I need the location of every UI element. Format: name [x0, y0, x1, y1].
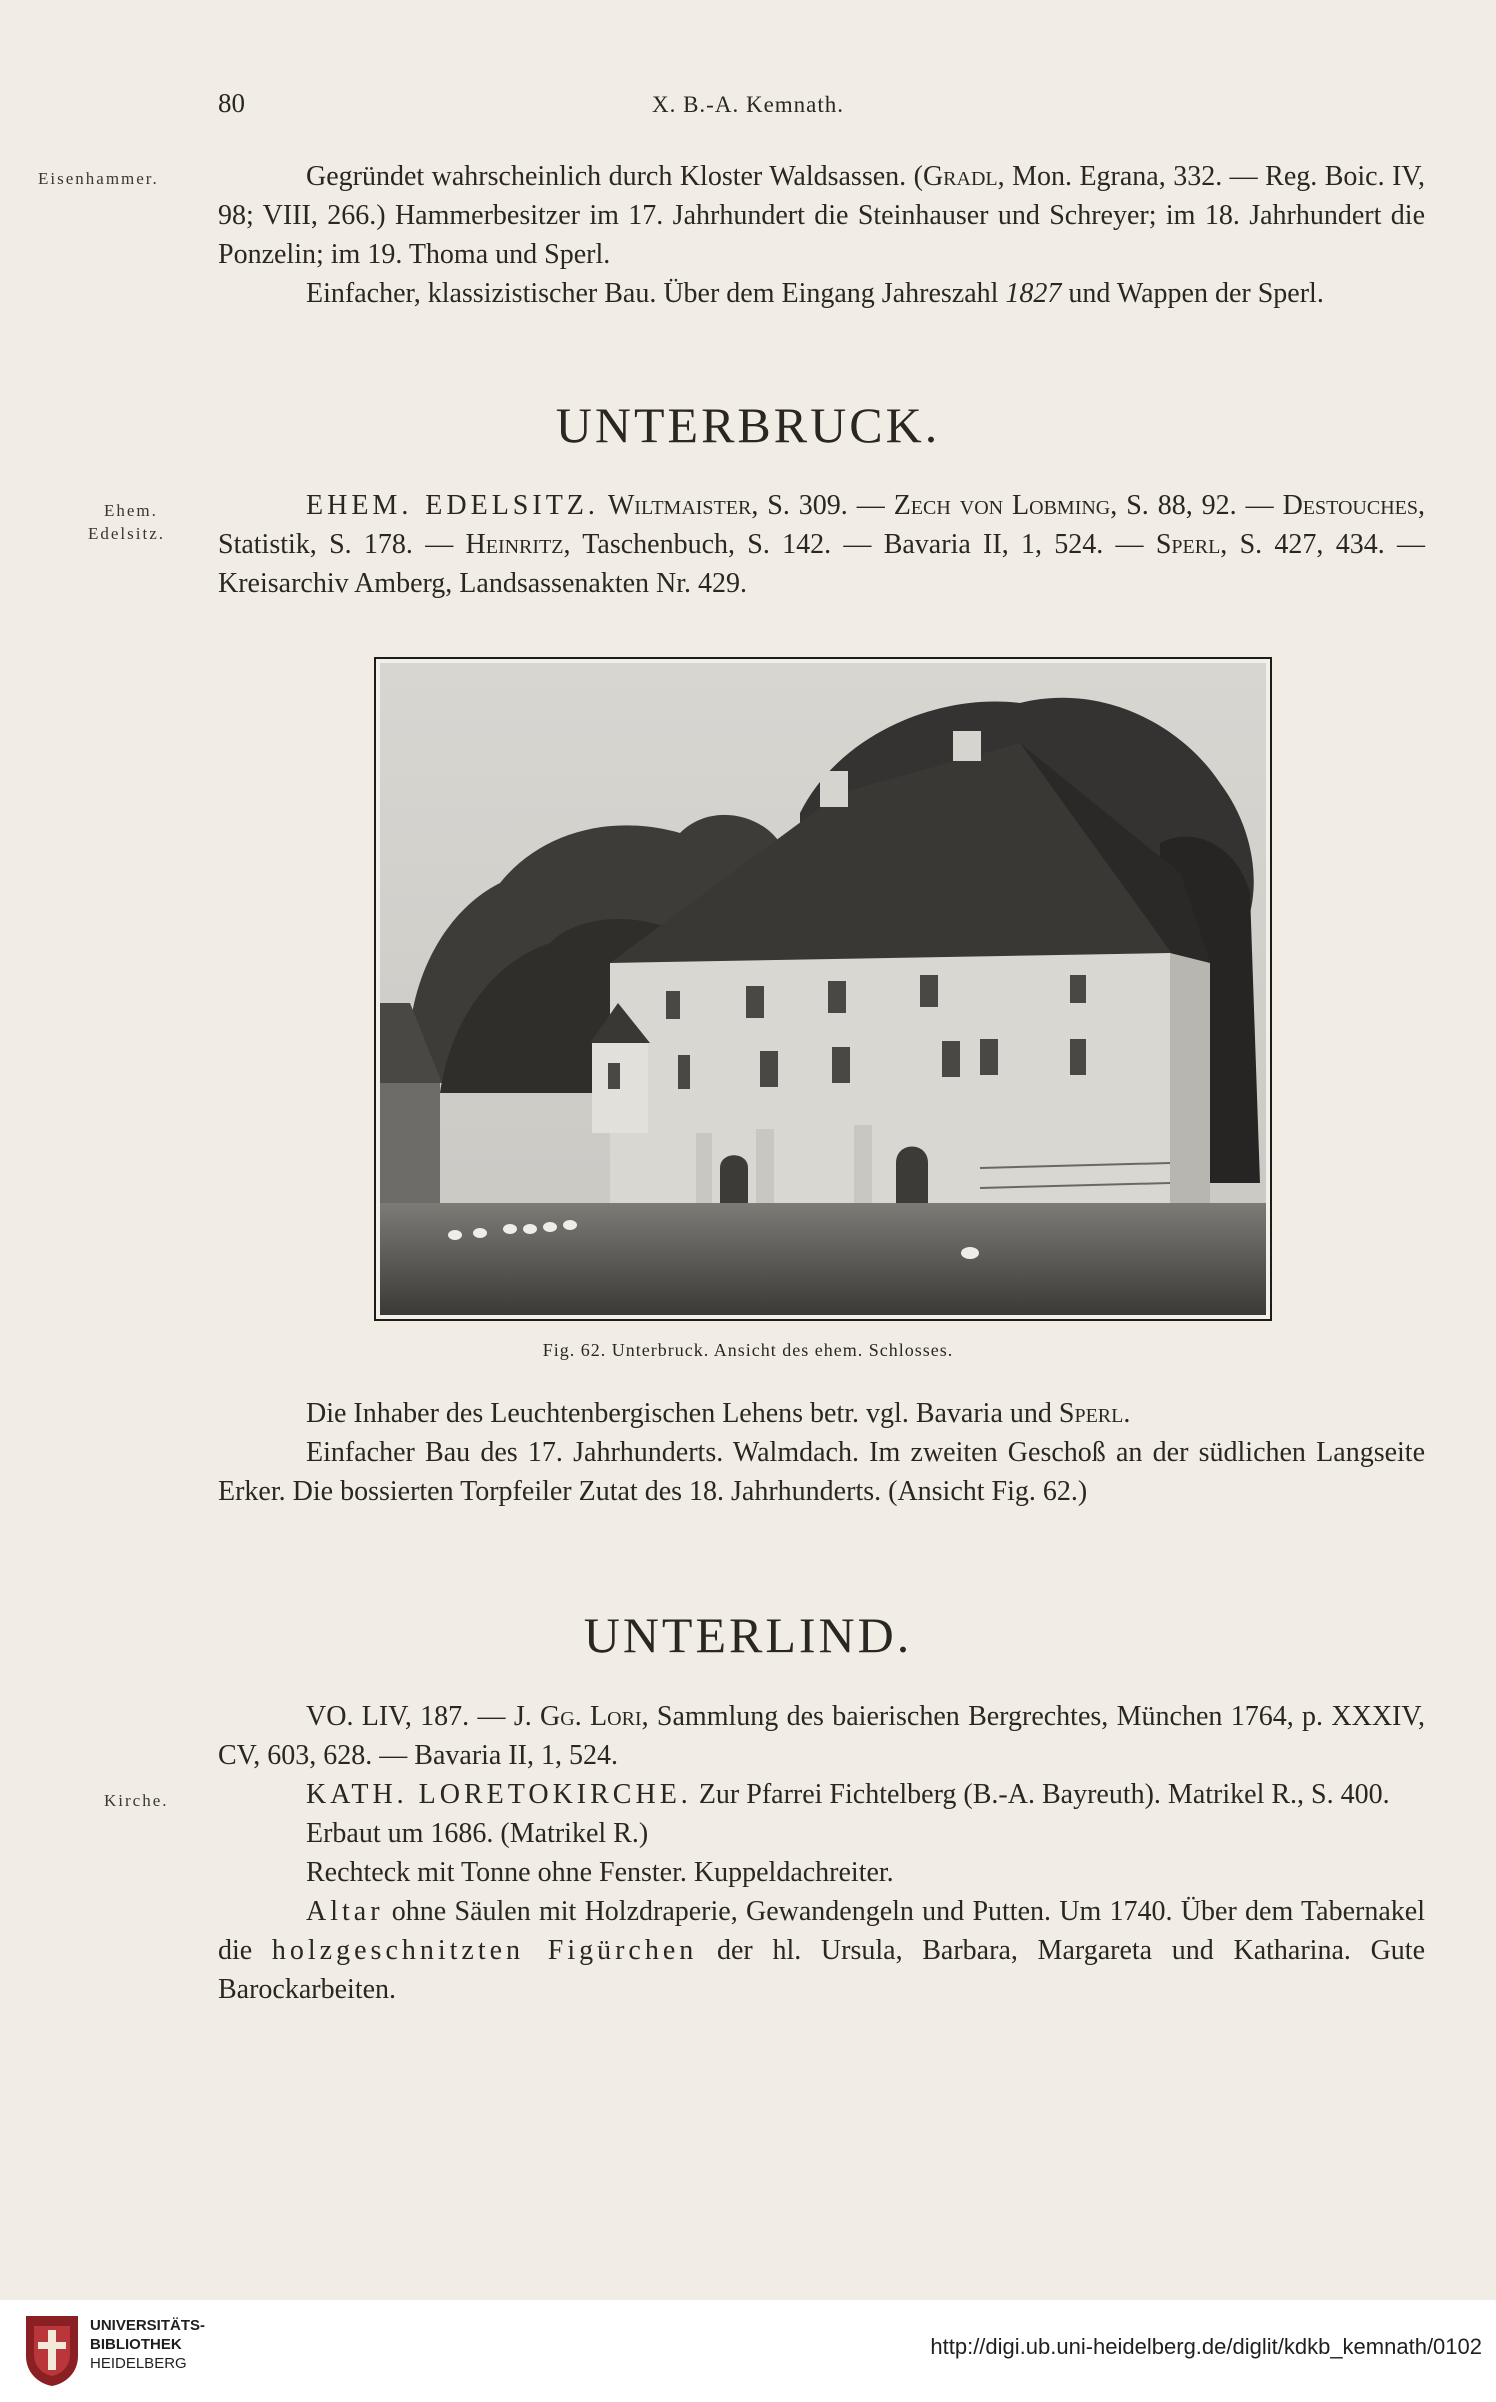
margin-note-eisenhammer: Eisenhammer. — [38, 169, 159, 188]
page-number: 80 — [218, 88, 245, 118]
library-name: UNIVERSITÄTS- BIBLIOTHEK HEIDELBERG — [90, 2317, 206, 2372]
unterlind-altar: Altar ohne Säulen mit Holzdraperie, Gewandengeln und Putten. Um 1740. Über dem Tabernakel die holzgeschnitzten Figürchen der hl. Ursula, Barbara, Margareta und Katharina. Gute Barockarbeiten. — [218, 1896, 1425, 2005]
heading-unterlind: UNTERLIND. — [583, 1607, 913, 1663]
unterlind-text — [218, 1697, 1425, 2009]
margin-note-kirche: Kirche. — [104, 1791, 169, 1810]
unterbruck-lead: EHEM. EDELSITZ. — [306, 490, 599, 521]
running-title: X. B.-A. Kemnath. — [651, 92, 845, 117]
unterbruck-castle-photo — [380, 663, 1266, 1315]
unterbruck-description — [218, 1394, 1425, 1511]
eisenhammer-text — [218, 157, 1425, 313]
unterlind-references: VO. LIV, 187. — J. Gg. Lori, Sammlung des baierischen Bergrechtes, München 1764, p. XXXIV, CV, 603, 628. — Bavaria II, 1, 524. — [218, 1701, 1425, 1771]
margin-note-edelsitz: Edelsitz. — [88, 524, 166, 543]
heading-unterbruck: UNTERBRUCK. — [555, 397, 941, 453]
eisenhammer-paragraph-2: Einfacher, klassizistischer Bau. Über dem Eingang Jahreszahl 1827 und Wappen der Sperl. — [306, 278, 1324, 309]
source-url[interactable]: http://digi.ub.uni-heidelberg.de/diglit/kdkb_kemnath/0102 — [930, 2334, 1482, 2359]
margin-note-ehem: Ehem. — [104, 501, 158, 520]
figure-photo-frame — [374, 657, 1272, 1321]
figure-caption: Fig. 62. Unterbruck. Ansicht des ehem. Schlosses. — [542, 1340, 954, 1360]
eisenhammer-paragraph-1: Gegründet wahrscheinlich durch Kloster Waldsassen. (Gradl, Mon. Egrana, 332. — Reg. Boic. IV, 98; VIII, 266.) Hammerbesitzer im 17. Jahrhundert die Steinhauser und Schreyer; im 18. Jahrhundert die Ponzelin; im 19. Thoma und Sperl. — [218, 161, 1425, 270]
unterlind-kirche: KATH. LORETOKIRCHE. Zur Pfarrei Fichtelberg (B.-A. Bayreuth). Matrikel R., S. 400. — [306, 1779, 1390, 1810]
unterbruck-paragraph-1: Die Inhaber des Leuchtenbergischen Lehens betr. vgl. Bavaria und Sperl. — [306, 1398, 1131, 1429]
university-seal-icon — [22, 2312, 82, 2388]
unterbruck-paragraph-2: Einfacher Bau des 17. Jahrhunderts. Walmdach. Im zweiten Geschoß an der südlichen Langseite Erker. Die bossierten Torpfeiler Zutat des 18. Jahrhunderts. (Ansicht Fig. 62.) — [218, 1437, 1425, 1507]
unterlind-rechteck: Rechteck mit Tonne ohne Fenster. Kuppeldachreiter. — [306, 1857, 894, 1888]
library-footer — [0, 2300, 1496, 2402]
unterlind-erbaut: Erbaut um 1686. (Matrikel R.) — [306, 1818, 649, 1849]
unterbruck-references: EHEM. EDELSITZ. Wiltmaister, S. 309. — Zech von Lobming, S. 88, 92. — Destouches, Statistik, S. 178. — Heinritz, Taschenbuch, S. 142. — Bavaria II, 1, 524. — Sperl, S. 427, 434. — Kreisarchiv Amberg, Landsassenakten Nr. 429. — [218, 490, 1425, 599]
